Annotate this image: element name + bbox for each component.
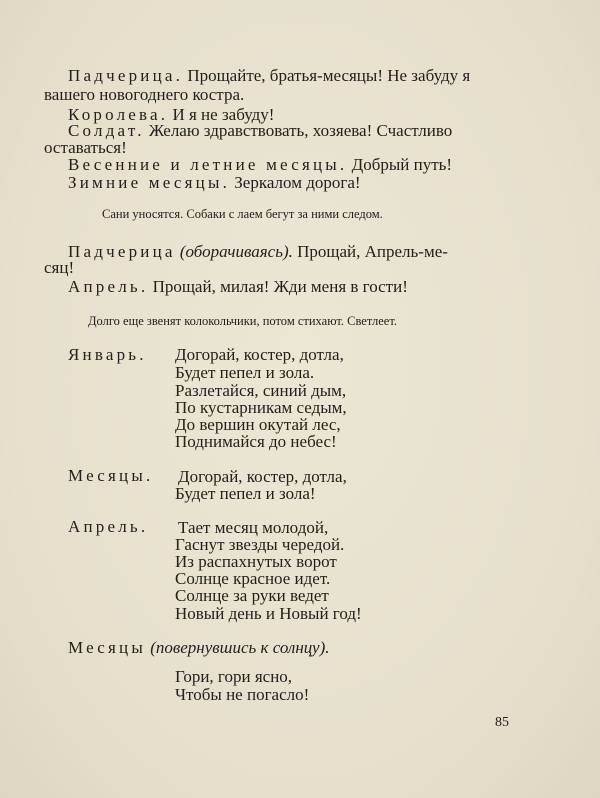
page-number: 85 — [495, 715, 509, 730]
dialogue-continuation: оставаться! — [44, 138, 127, 157]
verse-line: Поднимайся до небес! — [175, 432, 337, 451]
speaker-name: Королева. — [68, 105, 169, 124]
speech-text: Прощай, Апрель-ме- — [292, 242, 448, 261]
verse-line: Солнце красное идет. — [175, 569, 331, 588]
speaker-name: Месяцы — [68, 638, 146, 657]
speech-text: Добрый путь! — [347, 155, 453, 174]
speech-text: И я не забуду! — [168, 105, 275, 124]
dialogue-continuation: сяц! — [44, 258, 75, 277]
verse-line: Из распахнутых ворот — [175, 552, 337, 571]
verse-line: Тает месяц молодой, — [178, 518, 329, 537]
verse-speaker: Апрель. — [68, 517, 149, 536]
dialogue-line — [68, 638, 330, 658]
verse-line: До вершин окутай лес, — [175, 415, 341, 434]
stage-remark: (оборачиваясь). — [179, 242, 293, 261]
verse-line: Будет пепел и зола! — [175, 484, 316, 503]
speaker-name: Падчерица — [68, 242, 176, 261]
speech-text: Прощайте, братья-месяцы! Не забуду я — [183, 66, 471, 85]
speech-text: Зеркалом дорога! — [230, 173, 361, 192]
verse-line: Гори, гори ясно, — [175, 667, 293, 686]
dialogue-line — [68, 155, 452, 175]
dialogue-continuation: вашего новогоднего костра. — [44, 85, 245, 104]
speaker-name: Апрель. — [68, 277, 149, 296]
speaker-name: Падчерица. — [68, 66, 184, 85]
verse-line: По кустарникам седым, — [175, 398, 347, 417]
verse-line: Новый день и Новый год! — [175, 604, 362, 623]
stage-direction: Долго еще звенят колокольчики, потом стихают. Светлеет. — [88, 314, 397, 328]
verse-speaker: Месяцы. — [68, 466, 154, 485]
dialogue-line — [68, 66, 470, 86]
verse-speaker: Январь. — [68, 345, 147, 364]
dialogue-line — [68, 242, 448, 262]
verse-line: Чтобы не погасло! — [175, 685, 310, 704]
verse-line: Догорай, костер, дотла, — [178, 467, 347, 486]
speech-text: Желаю здравствовать, хозяева! Счастливо — [144, 121, 453, 140]
dialogue-line — [68, 173, 361, 193]
stage-remark: (повернувшись к солнцу). — [150, 638, 330, 657]
verse-line: Будет пепел и зола. — [175, 363, 315, 382]
speaker-name: Солдат. — [68, 121, 145, 140]
verse-line: Солнце за руки ведет — [175, 586, 329, 605]
speaker-name: Зимние месяцы. — [68, 173, 231, 192]
speaker-name: Весенние и летние месяцы. — [68, 155, 348, 174]
speech-text: Прощай, милая! Жди меня в гости! — [148, 277, 408, 296]
verse-line: Разлетайся, синий дым, — [175, 381, 347, 400]
stage-direction: Сани уносятся. Собаки с лаем бегут за ними следом. — [102, 207, 383, 221]
verse-line: Гаснут звезды чередой. — [175, 535, 345, 554]
dialogue-line — [68, 277, 408, 297]
verse-line: Догорай, костер, дотла, — [175, 345, 344, 364]
